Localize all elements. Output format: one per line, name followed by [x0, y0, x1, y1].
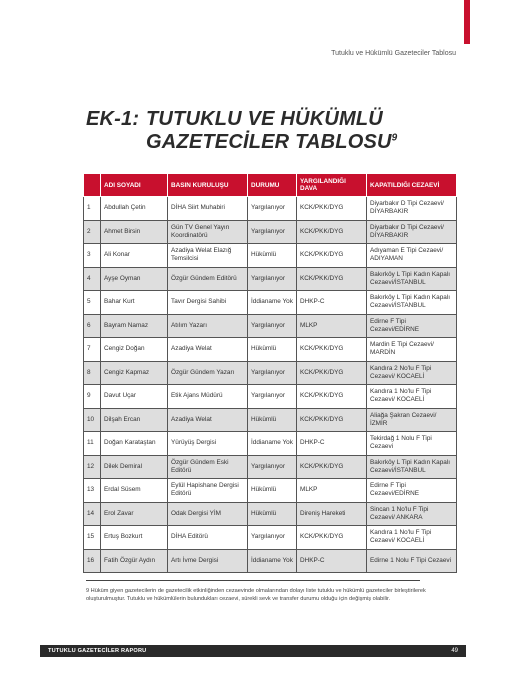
- cell-organization: Atılım Yazarı: [168, 314, 248, 338]
- table-row: [84, 408, 457, 432]
- cell-status: Yargılanıyor: [248, 526, 297, 550]
- title-line-2: GAZETECİLER TABLOSU: [146, 131, 392, 153]
- cell-organization: Özgür Gündem Eski Editörü: [168, 455, 248, 479]
- cell-name: Erol Zavar: [101, 502, 168, 526]
- table-body: [84, 197, 457, 573]
- cell-status: Hükümlü: [248, 408, 297, 432]
- table-row: [84, 385, 457, 409]
- cell-case: DHKP-C: [297, 291, 367, 315]
- cell-case: KCK/PKK/DYG: [297, 197, 367, 221]
- cell-organization: DİHA Editörü: [168, 526, 248, 550]
- cell-case: KCK/PKK/DYG: [297, 267, 367, 291]
- cell-status: Yargılanıyor: [248, 220, 297, 244]
- header-no: [84, 174, 101, 197]
- cell-name: Bayram Namaz: [101, 314, 168, 338]
- cell-no: 9: [84, 385, 101, 409]
- cell-no: 2: [84, 220, 101, 244]
- table-row: [84, 267, 457, 291]
- cell-prison: Diyarbakır D Tipi Cezaevi/ DİYARBAKIR: [367, 220, 457, 244]
- cell-case: KCK/PKK/DYG: [297, 220, 367, 244]
- cell-status: Yargılanıyor: [248, 314, 297, 338]
- cell-organization: Artı İvme Dergisi: [168, 549, 248, 573]
- title-label: EK-1:: [86, 108, 140, 130]
- header-organization: BASIN KURULUŞU: [168, 174, 248, 197]
- header-name: ADI SOYADI: [101, 174, 168, 197]
- table-row: [84, 314, 457, 338]
- cell-status: Hükümlü: [248, 338, 297, 362]
- cell-name: Bahar Kurt: [101, 291, 168, 315]
- cell-no: 4: [84, 267, 101, 291]
- cell-case: MLKP: [297, 479, 367, 503]
- table-row: [84, 361, 457, 385]
- cell-status: Hükümlü: [248, 244, 297, 268]
- cell-name: Davut Uçar: [101, 385, 168, 409]
- footer-report-title: TUTUKLU GAZETECİLER RAPORU: [48, 648, 147, 654]
- cell-case: KCK/PKK/DYG: [297, 408, 367, 432]
- cell-no: 1: [84, 197, 101, 221]
- footnote-divider: [86, 580, 420, 581]
- cell-case: KCK/PKK/DYG: [297, 385, 367, 409]
- cell-organization: Eylül Hapishane Dergisi Editörü: [168, 479, 248, 503]
- header-status: DURUMU: [248, 174, 297, 197]
- cell-status: Hükümlü: [248, 479, 297, 503]
- cell-no: 11: [84, 432, 101, 456]
- table-row: [84, 479, 457, 503]
- cell-name: Erdal Süsem: [101, 479, 168, 503]
- red-accent-bar: [464, 0, 470, 44]
- cell-organization: Özgür Gündem Editörü: [168, 267, 248, 291]
- cell-prison: Edirne F Tipi Cezaevi/EDİRNE: [367, 479, 457, 503]
- table-row: [84, 549, 457, 573]
- table-row: [84, 220, 457, 244]
- cell-prison: Diyarbakır D Tipi Cezaevi/ DİYARBAKIR: [367, 197, 457, 221]
- cell-status: Yargılanıyor: [248, 267, 297, 291]
- cell-case: KCK/PKK/DYG: [297, 338, 367, 362]
- footnote: 9 Hüküm giyen gazetecilerin de gazetecilik etkinliğinden cezaevinde olmalarından dolayı liste tutuklu ve hükümlü gazeteciler birleştirilerek oluşturulmuştur. Tutuklu ve hükümlülerin bulundukları cezaevi, sürekli sevk ve transfer durumu olduğu için değişmiş olabilir.: [86, 588, 426, 602]
- cell-prison: Edirne 1 Nolu F Tipi Cezaevi: [367, 549, 457, 573]
- cell-prison: Aliağa Şakran Cezaevi/İZMİR: [367, 408, 457, 432]
- cell-no: 13: [84, 479, 101, 503]
- cell-case: KCK/PKK/DYG: [297, 361, 367, 385]
- cell-status: İddianame Yok: [248, 549, 297, 573]
- cell-no: 16: [84, 549, 101, 573]
- cell-prison: Bakırköy L Tipi Kadın Kapalı Cezaevi/İSTANBUL: [367, 291, 457, 315]
- cell-organization: Azadiya Welat: [168, 338, 248, 362]
- cell-name: Doğan Karataştan: [101, 432, 168, 456]
- cell-no: 3: [84, 244, 101, 268]
- cell-status: İddianame Yok: [248, 291, 297, 315]
- table-row: [84, 244, 457, 268]
- table-row: [84, 432, 457, 456]
- table-row: [84, 526, 457, 550]
- table-row: [84, 197, 457, 221]
- table-row: [84, 455, 457, 479]
- page-title: [86, 108, 397, 154]
- cell-prison: Kandıra 1 No'lu F Tipi Cezaevi/ KOCAELİ: [367, 526, 457, 550]
- cell-name: Ali Konar: [101, 244, 168, 268]
- cell-status: Yargılanıyor: [248, 455, 297, 479]
- cell-name: Abdullah Çetin: [101, 197, 168, 221]
- cell-status: Hükümlü: [248, 502, 297, 526]
- cell-prison: Kandıra 1 No'lu F Tipi Cezaevi/ KOCAELİ: [367, 385, 457, 409]
- cell-no: 6: [84, 314, 101, 338]
- cell-name: Dilşah Ercan: [101, 408, 168, 432]
- running-head: Tutuklu ve Hükümlü Gazeteciler Tablosu: [331, 50, 456, 57]
- cell-organization: Odak Dergisi YİM: [168, 502, 248, 526]
- cell-organization: Azadiya Welat: [168, 408, 248, 432]
- cell-prison: Adıyaman E Tipi Cezaevi/ ADIYAMAN: [367, 244, 457, 268]
- cell-case: DHKP-C: [297, 549, 367, 573]
- page-footer: [40, 645, 466, 657]
- cell-organization: Azadiya Welat Elazığ Temsilcisi: [168, 244, 248, 268]
- cell-organization: Yürüyüş Dergisi: [168, 432, 248, 456]
- cell-case: KCK/PKK/DYG: [297, 244, 367, 268]
- cell-case: KCK/PKK/DYG: [297, 526, 367, 550]
- cell-organization: Tavır Dergisi Sahibi: [168, 291, 248, 315]
- cell-organization: Gün TV Genel Yayın Koordinatörü: [168, 220, 248, 244]
- cell-status: Yargılanıyor: [248, 361, 297, 385]
- cell-no: 10: [84, 408, 101, 432]
- cell-prison: Bakırköy L Tipi Kadın Kapalı Cezaevi/İSTANBUL: [367, 267, 457, 291]
- header-prison: KAPATILDIĞI CEZAEVİ: [367, 174, 457, 197]
- cell-name: Cengiz Doğan: [101, 338, 168, 362]
- cell-status: Yargılanıyor: [248, 385, 297, 409]
- cell-prison: Edirne F Tipi Cezaevi/EDİRNE: [367, 314, 457, 338]
- cell-organization: Etik Ajans Müdürü: [168, 385, 248, 409]
- cell-prison: Kandıra 2 No'lu F Tipi Cezaevi/ KOCAELİ: [367, 361, 457, 385]
- cell-no: 15: [84, 526, 101, 550]
- title-line-2-wrap: [86, 131, 397, 154]
- table-row: [84, 291, 457, 315]
- cell-case: Direniş Hareketi: [297, 502, 367, 526]
- cell-prison: Tekirdağ 1 Nolu F Tipi Cezaevi: [367, 432, 457, 456]
- page-number: 49: [451, 647, 458, 654]
- cell-prison: Bakırköy L Tipi Kadın Kapalı Cezaevi/İSTANBUL: [367, 455, 457, 479]
- cell-no: 5: [84, 291, 101, 315]
- cell-status: Yargılanıyor: [248, 197, 297, 221]
- cell-name: Ertuş Bozkurt: [101, 526, 168, 550]
- cell-no: 14: [84, 502, 101, 526]
- cell-status: İddianame Yok: [248, 432, 297, 456]
- cell-case: KCK/PKK/DYG: [297, 455, 367, 479]
- cell-name: Ayşe Oyman: [101, 267, 168, 291]
- cell-no: 7: [84, 338, 101, 362]
- cell-name: Dilek Demiral: [101, 455, 168, 479]
- cell-name: Fatih Özgür Aydın: [101, 549, 168, 573]
- header-case: YARGILANDIĞI DAVA: [297, 174, 367, 197]
- table-row: [84, 502, 457, 526]
- cell-name: Ahmet Birsin: [101, 220, 168, 244]
- cell-name: Cengiz Kapmaz: [101, 361, 168, 385]
- table-row: [84, 338, 457, 362]
- journalists-table: [83, 173, 457, 573]
- table-header-row: [84, 174, 457, 197]
- cell-case: MLKP: [297, 314, 367, 338]
- title-line-1: TUTUKLU VE HÜKÜMLÜ: [146, 108, 383, 130]
- cell-case: DHKP-C: [297, 432, 367, 456]
- cell-prison: Mardin E Tipi Cezaevi/ MARDİN: [367, 338, 457, 362]
- cell-no: 8: [84, 361, 101, 385]
- title-footnote-ref: 9: [391, 132, 398, 144]
- cell-organization: DİHA Siirt Muhabiri: [168, 197, 248, 221]
- cell-prison: Sincan 1 No'lu F Tipi Cezaevi/ ANKARA: [367, 502, 457, 526]
- cell-organization: Özgür Gündem Yazarı: [168, 361, 248, 385]
- cell-no: 12: [84, 455, 101, 479]
